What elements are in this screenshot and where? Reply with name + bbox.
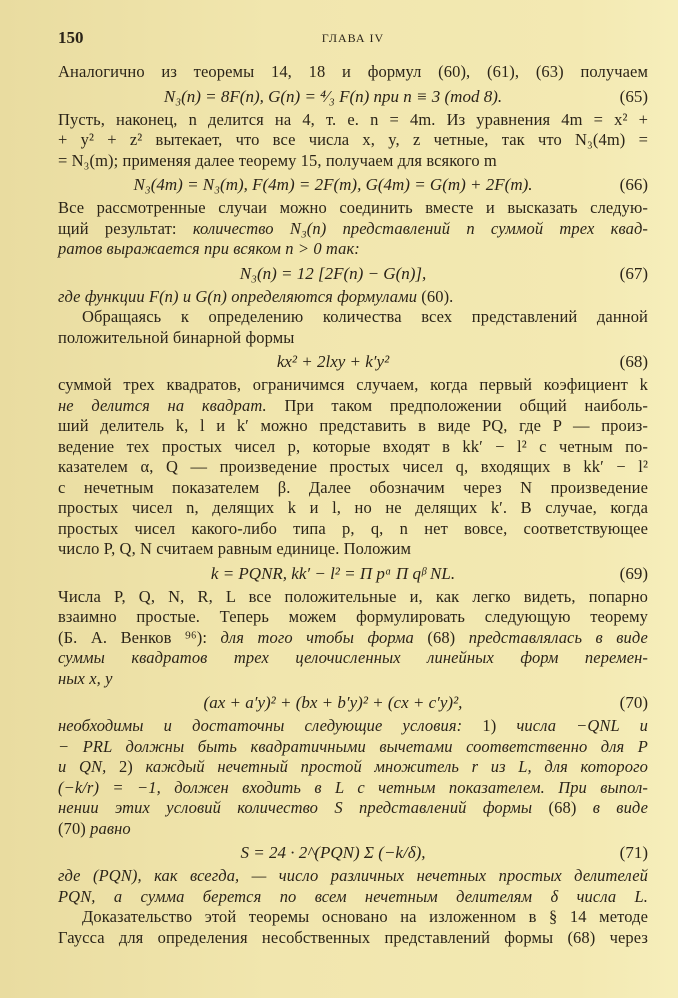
equation-formula: k = PQNR, kk′ − l² = Π pᵅ Π qᵝ NL.: [210, 563, 456, 583]
text-run: суммой трех квадратов, ограничимся случаем, когда первый коэфициент k: [58, 375, 648, 394]
equation-formula: (ax + a′y)² + (bx + b′y)² + (cx + c′y)²,: [203, 693, 463, 712]
italic-text: где функции F(n) и G(n) определяются формулами: [58, 286, 422, 306]
text-run: взаимно простые. Теперь можем формулировать следующую теорему: [58, 607, 648, 626]
italic-text: PQN, а сумма берется по всем нечетным делителям δ числа L.: [58, 886, 648, 906]
italic-text: и QN,: [58, 757, 119, 776]
text-line: [58, 287, 648, 308]
italic-text: числа −QNL и: [516, 716, 648, 735]
text-run: При таком предположении общий наиболь-: [266, 395, 648, 415]
text-run: (70): [58, 818, 91, 838]
text-run: Пусть, наконец, n делится на 4, т. е. n = 4m. Из уравнения 4m = x² +: [58, 109, 648, 129]
text-line: [58, 907, 648, 928]
text-line: [58, 437, 648, 458]
text-line: [58, 328, 648, 349]
text-line: [58, 928, 648, 949]
equation-formula: N₃(n) = 12 [2F(n) − G(n)],: [239, 263, 427, 283]
text-line: [58, 219, 648, 240]
text-run: положительной бинарной формы: [58, 327, 295, 347]
italic-text: нении этих условий количество S представлений формы: [58, 798, 549, 817]
text-run: 1): [482, 716, 517, 735]
italic-text: (−k/r) = −1, должен входить в L с четным показателем. При выпол-: [58, 777, 648, 797]
text-line: [58, 151, 648, 172]
text-line: [58, 478, 648, 499]
running-head: ГЛАВА IV: [321, 31, 385, 45]
text-line: [58, 198, 648, 219]
equation-number: (70): [619, 693, 648, 712]
italic-text: где (PQN), как всегда, — число различных нечетных простых делителей: [58, 866, 648, 885]
italic-text: − PRL должны быть квадратичными вычетами соответственно для P: [58, 736, 648, 756]
text-run: (Б. А. Венков ⁹⁶):: [58, 627, 221, 647]
equation-formula: S = 24 · 2^(PQN) Σ (−k/δ),: [240, 843, 426, 862]
text-line: [58, 628, 648, 649]
text-run: Аналогично из теоремы 14, 18 и формул (60), (61), (63) получаем: [58, 62, 648, 81]
text-run: (68): [427, 627, 469, 647]
text-line: [58, 375, 648, 396]
text-run: Доказательство этой теоремы основано на изложенном в § 14 методе: [82, 907, 648, 926]
text-line: [58, 798, 648, 819]
text-line: [58, 866, 648, 887]
equation-number: (67): [619, 263, 648, 283]
text-line: [58, 587, 648, 608]
italic-text: каждый нечетный простой множитель r из L, для которого: [145, 757, 648, 776]
text-run: (60).: [421, 286, 454, 306]
equation-number: (68): [619, 352, 648, 371]
text-line: [58, 539, 648, 560]
text-line: [58, 819, 648, 840]
italic-text: равно: [90, 818, 131, 838]
text-line: [58, 607, 648, 628]
text-run: казателем α, Q — произведение простых чисел q, входящих в kk′ − l²: [58, 457, 648, 476]
text-run: число P, Q, N считаем равным единице. Положим: [58, 539, 412, 558]
page-number: 150: [58, 28, 84, 47]
text-line: [58, 110, 648, 131]
text-line: [58, 716, 648, 737]
text-run: 2): [118, 757, 146, 776]
text-run: щий результат:: [58, 218, 193, 238]
equation: [58, 560, 648, 587]
text-line: [58, 778, 648, 799]
equation: [58, 689, 648, 716]
italic-text: ратов выражается при всяком n > 0 так:: [58, 239, 360, 258]
text-line: [58, 669, 648, 690]
text-line: [58, 62, 648, 83]
italic-text: необходимы и достаточны следующие условия:: [58, 716, 483, 735]
text-line: [58, 416, 648, 437]
italic-text: представлялась в виде: [468, 627, 648, 647]
text-run: Обращаясь к определению количества всех представлений данной: [82, 307, 648, 326]
equation-formula: N₃(4m) = N₃(m), F(4m) = 2F(m), G(4m) = G(m) + 2F(m).: [133, 175, 533, 194]
text-run: простых чисел n, делящих k и l, но не делящих k′. В случае, когда: [58, 498, 648, 517]
italic-text: для того чтобы форма: [220, 627, 428, 647]
text-line: [58, 498, 648, 519]
text-line: [58, 457, 648, 478]
italic-text: количество N₃(n) представлений n суммой трех квад-: [192, 218, 648, 238]
page-header: [58, 28, 648, 50]
text-run: = N₃(m); применяя далее теорему 15, получаем для всякого m: [58, 150, 497, 170]
text-run: с нечетным показателем β. Далее обозначим через N произведение: [58, 477, 648, 497]
text-run: ший делитель k, l и k′ можно представить в виде PQ, где P — произ-: [58, 416, 648, 435]
equation-number: (69): [619, 563, 648, 583]
text-line: [58, 396, 648, 417]
italic-text: не делится на квадрат.: [58, 395, 267, 415]
text-run: + y² + z² вытекает, что все числа x, y, z четные, так что N₃(4m) =: [58, 130, 648, 149]
text-run: простых чисел какого-либо типа p, q, n нет вовсе, соответствующее: [58, 518, 648, 538]
text-run: (68): [548, 798, 593, 817]
text-run: Гаусса для определения несобственных представлений формы (68) через: [58, 927, 648, 947]
text-line: [58, 757, 648, 778]
text-run: Числа P, Q, N, R, L все положительные и, как легко видеть, попарно: [58, 586, 648, 606]
text-line: [58, 519, 648, 540]
equation-number: (71): [619, 843, 648, 862]
equation: [58, 171, 648, 198]
italic-text: суммы квадратов трех целочисленных линейных форм перемен-: [58, 648, 648, 667]
text-line: [58, 737, 648, 758]
equation-formula: kx² + 2lxy + k′y²: [276, 352, 390, 371]
equation: [58, 839, 648, 866]
italic-text: ных x, y: [58, 668, 113, 688]
equation: [58, 348, 648, 375]
equation: [58, 260, 648, 287]
text-line: [58, 648, 648, 669]
equation: [58, 83, 648, 110]
text-line: [58, 239, 648, 260]
text-run: Все рассмотренные случаи можно соединить вместе и высказать следую-: [58, 198, 648, 217]
text-line: [58, 887, 648, 908]
equation-number: (65): [619, 86, 648, 106]
text-line: [58, 307, 648, 328]
italic-text: в виде: [592, 798, 648, 817]
text-line: [58, 130, 648, 151]
page-body: [58, 62, 648, 948]
equation-formula: N₃(n) = 8F(n), G(n) = ⁴⁄₃ F(n) при n ≡ 3 (mod 8).: [163, 86, 503, 106]
equation-number: (66): [619, 175, 648, 194]
text-run: ведение тех простых чисел p, которые входят в kk′ − l² с четным по-: [58, 436, 648, 456]
